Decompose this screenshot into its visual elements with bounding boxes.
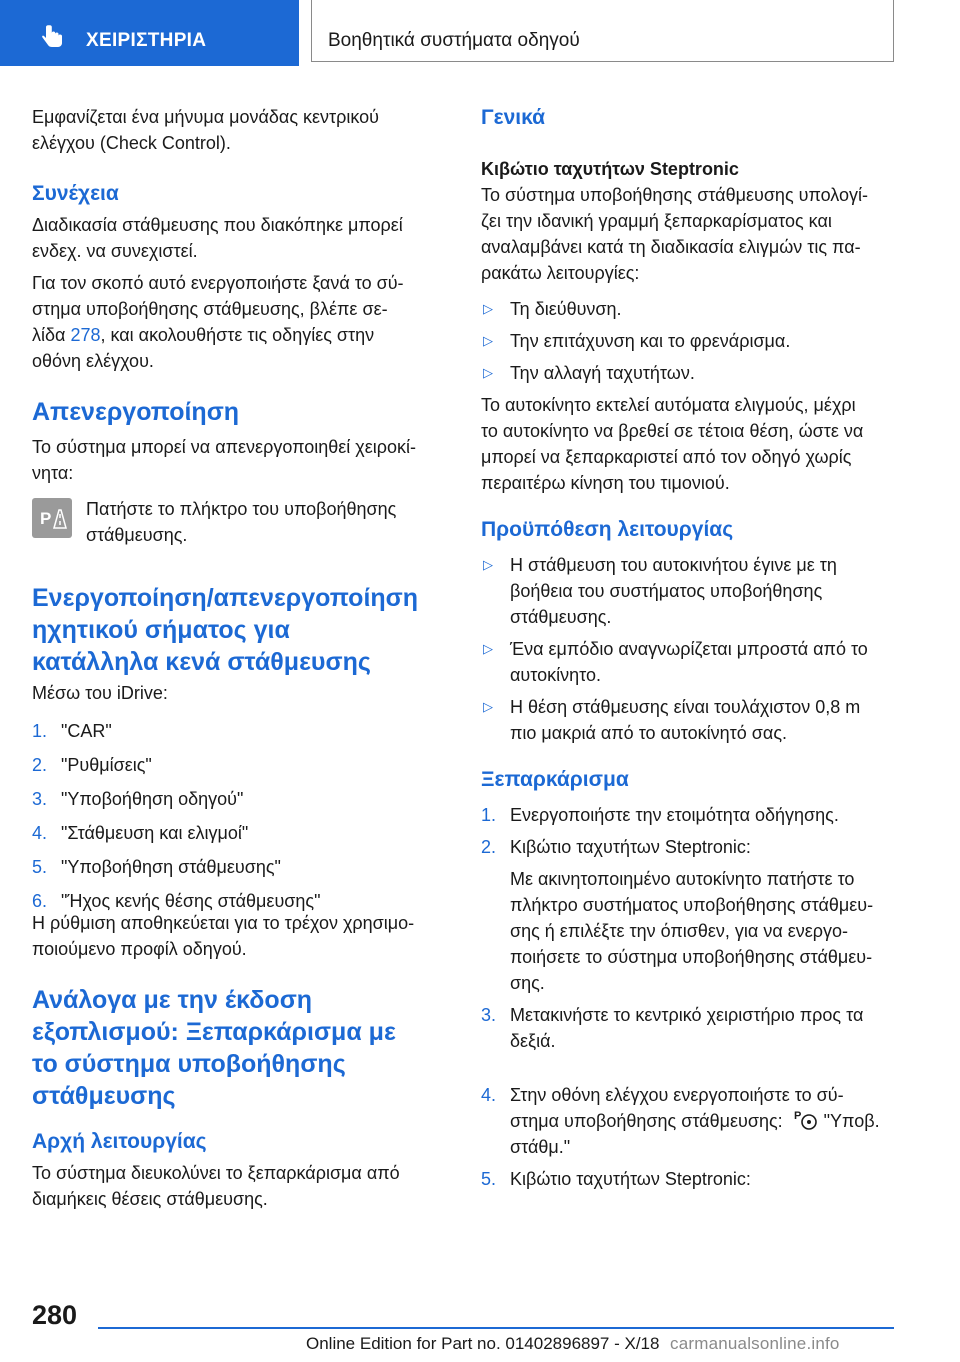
bullet-triangle-icon: ▷	[483, 301, 493, 316]
gearbox-heading: Κιβώτιο ταχυτήτων Steptronic	[481, 159, 739, 179]
moves-line-4: περαιτέρω κίνηση του τιμονιού.	[481, 473, 730, 493]
gearbox-line-1: Το σύστημα υποβοήθησης στάθμευσης υπολογί-	[481, 185, 869, 205]
deactivation-line-1: Το σύστημα μπορεί να απενεργοποιηθεί χειροκί-	[32, 437, 417, 457]
unpark-step-line: πλήκτρο συστήματος υποβοήθησης στάθμευ-	[510, 895, 874, 915]
edition-text: Online Edition for Part no. 01402896897 - X/18	[306, 1334, 660, 1353]
step-number: 1.	[32, 721, 48, 741]
section-label: ΧΕΙΡΙΣΤΗΡΙΑ	[86, 30, 207, 51]
step-number: 6.	[32, 891, 48, 911]
unpark-step-line: Μετακινήστε το κεντρικό χειριστήριο προς τα	[510, 1005, 864, 1025]
prerequisite-line: στάθμευσης.	[510, 607, 612, 627]
prerequisite-line: πιο μακριά από το αυτοκίνητό σας.	[510, 723, 787, 743]
prerequisite-line: Η θέση στάθμευσης είναι τουλάχιστον 0,8 m	[510, 697, 861, 717]
text-fragment: στημα υποβοήθησης στάθμευσης:	[510, 1111, 783, 1131]
unpark-step-line: Κιβώτιο ταχυτήτων Steptronic:	[510, 837, 751, 857]
section-tab	[0, 0, 299, 66]
general-heading: Γενικά	[481, 106, 546, 129]
unpark-step-line: σης ή επιλέξτε την όπισθεν, για να ενεργο-	[510, 921, 849, 941]
prerequisite-line: Η στάθμευση του αυτοκινήτου έγινε με τη	[510, 555, 837, 575]
principle-line-1: Το σύστημα διευκολύνει το ξεπαρκάρισμα από	[32, 1163, 400, 1183]
footer-rule	[98, 1327, 894, 1329]
deactivation-instruction-line-2: στάθμευσης.	[86, 525, 188, 545]
park-assist-button-icon	[32, 498, 72, 538]
deactivation-heading: Απενεργοποίηση	[32, 398, 240, 426]
unpark-step-line: ποιήσετε το σύστημα υποβοήθησης στάθμευ-	[510, 947, 873, 967]
prerequisite-heading: Προϋπόθεση λειτουργίας	[481, 518, 734, 541]
prerequisite-line: Ένα εμπόδιο αναγνωρίζεται μπροστά από το	[510, 639, 868, 659]
prerequisite-line: βοήθεια του συστήματος υποβοήθησης	[510, 581, 823, 601]
step-text: "Υποβοήθηση στάθμευσης"	[61, 857, 281, 877]
deactivation-line-2: νητα:	[32, 463, 74, 483]
step-text: "Ήχος κενής θέσης στάθμευσης"	[61, 891, 321, 911]
continue-p1-line-1: Διαδικασία στάθμευσης που διακόπηκε μπορεί	[32, 215, 403, 235]
step-number: 4.	[32, 823, 48, 843]
equipment-heading-line-4: στάθμευσης	[32, 1082, 176, 1110]
equipment-heading-line-2: εξοπλισμού: Ξεπαρκάρισμα με	[32, 1018, 396, 1046]
svg-text:P: P	[40, 509, 52, 528]
watermark: carmanualsonline.info	[670, 1334, 840, 1353]
unpark-step-line: δεξιά.	[510, 1031, 556, 1051]
function-item: Την αλλαγή ταχυτήτων.	[510, 363, 695, 383]
moves-line-3: μπορεί να ξεπαρκαριστεί από τον οδηγό χωρίς	[481, 447, 852, 467]
steering-wheel-p-icon	[794, 1109, 818, 1131]
page-number: 280	[32, 1300, 78, 1330]
step4-line-2	[510, 1108, 880, 1134]
step-text: "Ρυθμίσεις"	[61, 755, 152, 775]
bullet-triangle-icon: ▷	[483, 641, 493, 656]
text-fragment: , και ακολουθήστε τις οδηγίες στην	[100, 325, 375, 345]
page-link-278[interactable]: 278	[70, 325, 101, 345]
step-number: 2.	[32, 755, 48, 775]
text-fragment: λίδα	[32, 325, 71, 345]
bullet-triangle-icon: ▷	[483, 333, 493, 348]
step-number: 1.	[481, 805, 497, 825]
function-item: Την επιτάχυνση και το φρενάρισμα.	[510, 331, 791, 351]
equipment-heading-line-3: το σύστημα υποβοήθησης	[32, 1050, 346, 1078]
chapter-title: Βοηθητικά συστήματα οδηγού	[328, 30, 580, 51]
via-idrive: Μέσω του iDrive:	[32, 683, 168, 703]
park-assist-glyph	[32, 498, 72, 538]
step4-line-3: στάθμ."	[510, 1137, 571, 1157]
step-number: 5.	[32, 857, 48, 877]
bullet-triangle-icon: ▷	[483, 699, 493, 714]
intro-line-1: Εμφανίζεται ένα μήνυμα μονάδας κεντρικού	[32, 107, 380, 127]
unpark-heading: Ξεπαρκάρισμα	[481, 768, 629, 791]
continue-p2-line-2: στημα υποβοήθησης στάθμευσης, βλέπε σε-	[32, 299, 388, 319]
step-text: "CAR"	[61, 721, 112, 741]
moves-line-2: το αυτοκίνητο να βρεθεί σε τέτοια θέση, ώστε να	[481, 421, 864, 441]
gearbox-line-2: ζει την ιδανική γραμμή ξεπαρκαρίσματος και	[481, 211, 832, 231]
step-number: 5.	[481, 1169, 497, 1189]
continue-heading: Συνέχεια	[32, 182, 119, 205]
continue-p1-line-2: ενδεχ. να συνεχιστεί.	[32, 241, 198, 261]
step-text: "Υποβοήθηση οδηγού"	[61, 789, 244, 809]
gearbox-line-4: ρακάτω λειτουργίες:	[481, 263, 640, 283]
hand-touch-icon	[40, 24, 66, 50]
profile-note-line-1: Η ρύθμιση αποθηκεύεται για το τρέχον χρησιμο-	[32, 913, 415, 933]
step-number: 3.	[32, 789, 48, 809]
unpark-step-line: σης.	[510, 973, 545, 993]
intro-line-2: ελέγχου (Check Control).	[32, 133, 231, 153]
continue-p2-line-1: Για τον σκοπό αυτό ενεργοποιήστε ξανά το σύ-	[32, 273, 404, 293]
continue-p2-line-4: οθόνη ελέγχου.	[32, 351, 154, 371]
principle-heading: Αρχή λειτουργίας	[32, 1130, 207, 1153]
chapter-title-box	[311, 0, 894, 62]
page-header	[0, 0, 960, 66]
profile-note-line-2: ποιούμενο προφίλ οδηγού.	[32, 939, 247, 959]
sound-heading-line-1: Ενεργοποίηση/απενεργοποίηση	[32, 584, 419, 612]
sound-heading-line-3: κατάλληλα κενά στάθμευσης	[32, 648, 371, 676]
deactivation-instruction-line-1: Πατήστε το πλήκτρο του υποβοήθησης	[86, 499, 397, 519]
step5-line: Κιβώτιο ταχυτήτων Steptronic:	[510, 1169, 751, 1189]
function-item: Τη διεύθυνση.	[510, 299, 622, 319]
moves-line-1: Το αυτοκίνητο εκτελεί αυτόματα ελιγμούς, μέχρι	[481, 395, 856, 415]
bullet-triangle-icon: ▷	[483, 365, 493, 380]
step-text: "Στάθμευση και ελιγμοί"	[61, 823, 249, 843]
prerequisite-line: αυτοκίνητο.	[510, 665, 601, 685]
gearbox-line-3: αναλαμβάνει κατά τη διαδικασία ελιγμών τις πα-	[481, 237, 861, 257]
text-fragment: "Υποβ.	[823, 1111, 880, 1131]
bullet-triangle-icon: ▷	[483, 557, 493, 572]
step-number: 3.	[481, 1005, 497, 1025]
step-number: 4.	[481, 1085, 497, 1105]
unpark-step-line: Ενεργοποιήστε την ετοιμότητα οδήγησης.	[510, 805, 839, 825]
principle-line-2: διαμήκεις θέσεις στάθμευσης.	[32, 1189, 268, 1209]
unpark-step-line: Με ακινητοποιημένο αυτοκίνητο πατήστε το	[510, 869, 855, 889]
continue-p2-line-3	[32, 322, 374, 348]
svg-text:P: P	[793, 1110, 801, 1122]
step4-line-1: Στην οθόνη ελέγχου ενεργοποιήστε το σύ-	[510, 1085, 844, 1105]
sound-heading-line-2: ηχητικού σήματος για	[32, 616, 290, 644]
step-number: 2.	[481, 837, 497, 857]
equipment-heading-line-1: Ανάλογα με την έκδοση	[32, 986, 313, 1014]
